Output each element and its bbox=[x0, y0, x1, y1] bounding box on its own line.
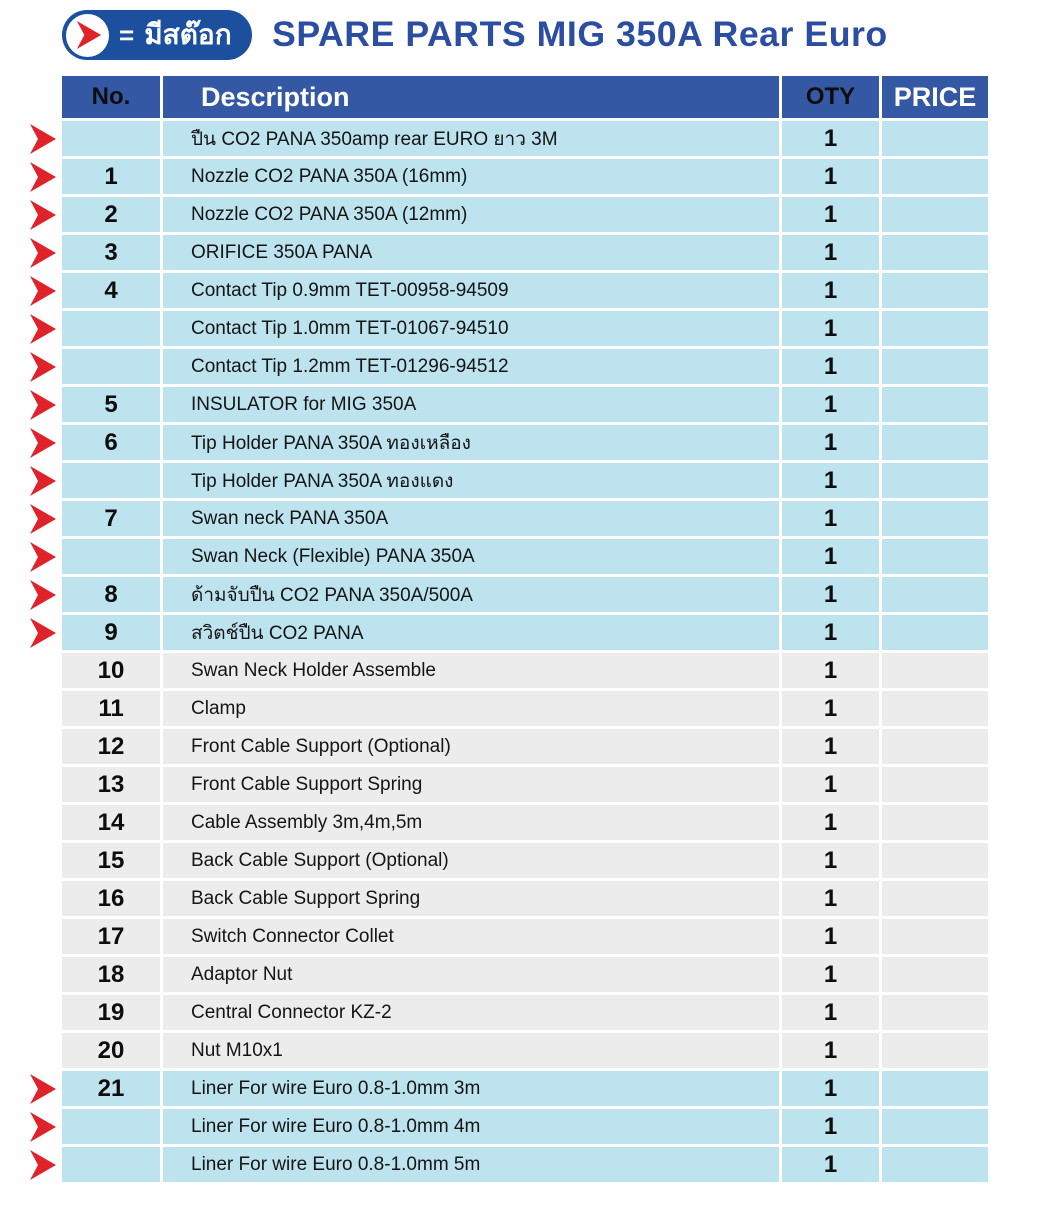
table-row bbox=[62, 843, 988, 878]
row-description: ด้ามจับปืน CO2 PANA 350A/500A bbox=[163, 577, 779, 612]
row-description: Tip Holder PANA 350A ทองเหลือง bbox=[163, 425, 779, 460]
row-number: 3 bbox=[62, 235, 160, 270]
row-number: 21 bbox=[62, 1071, 160, 1106]
row-qty: 1 bbox=[782, 425, 879, 460]
table-row bbox=[62, 425, 988, 460]
stock-arrow-icon bbox=[30, 1150, 56, 1180]
row-description: Tip Holder PANA 350A ทองแดง bbox=[163, 463, 779, 498]
row-price bbox=[882, 387, 988, 422]
table-header-row bbox=[62, 76, 988, 118]
table-row bbox=[62, 121, 988, 156]
row-number bbox=[62, 121, 160, 156]
row-description: Swan Neck Holder Assemble bbox=[163, 653, 779, 688]
row-qty: 1 bbox=[782, 1071, 879, 1106]
row-price bbox=[882, 577, 988, 612]
row-description: Contact Tip 0.9mm TET-00958-94509 bbox=[163, 273, 779, 308]
row-qty: 1 bbox=[782, 577, 879, 612]
row-number: 19 bbox=[62, 995, 160, 1030]
stock-arrow-icon bbox=[30, 314, 56, 344]
row-qty: 1 bbox=[782, 615, 879, 650]
row-description: Nozzle CO2 PANA 350A (16mm) bbox=[163, 159, 779, 194]
row-price bbox=[882, 995, 988, 1030]
row-price bbox=[882, 881, 988, 916]
row-price bbox=[882, 311, 988, 346]
row-price bbox=[882, 919, 988, 954]
stock-arrow-icon bbox=[30, 1112, 56, 1142]
row-price bbox=[882, 653, 988, 688]
row-qty: 1 bbox=[782, 501, 879, 536]
column-header-price: PRICE bbox=[882, 76, 988, 118]
table-row bbox=[62, 349, 988, 384]
page-header bbox=[62, 10, 888, 60]
row-price bbox=[882, 729, 988, 764]
legend-label: มีสต๊อก bbox=[144, 19, 232, 50]
page-title: SPARE PARTS MIG 350A Rear Euro bbox=[271, 15, 888, 54]
row-qty: 1 bbox=[782, 121, 879, 156]
row-price bbox=[882, 197, 988, 232]
row-qty: 1 bbox=[782, 349, 879, 384]
row-number: 13 bbox=[62, 767, 160, 802]
table-row bbox=[62, 729, 988, 764]
stock-arrow-icon bbox=[66, 14, 109, 57]
row-qty: 1 bbox=[782, 767, 879, 802]
parts-table bbox=[62, 76, 988, 1185]
row-price bbox=[882, 691, 988, 726]
row-description: Switch Connector Collet bbox=[163, 919, 779, 954]
row-description: Liner For wire Euro 0.8-1.0mm 3m bbox=[163, 1071, 779, 1106]
table-row bbox=[62, 995, 988, 1030]
row-price bbox=[882, 273, 988, 308]
stock-arrow-icon bbox=[30, 504, 56, 534]
row-description: Nozzle CO2 PANA 350A (12mm) bbox=[163, 197, 779, 232]
row-price bbox=[882, 159, 988, 194]
row-number: 4 bbox=[62, 273, 160, 308]
row-qty: 1 bbox=[782, 957, 879, 992]
row-qty: 1 bbox=[782, 159, 879, 194]
row-price bbox=[882, 805, 988, 840]
row-qty: 1 bbox=[782, 653, 879, 688]
row-number: 6 bbox=[62, 425, 160, 460]
row-description: Front Cable Support (Optional) bbox=[163, 729, 779, 764]
table-row bbox=[62, 273, 988, 308]
table-row bbox=[62, 1071, 988, 1106]
row-price bbox=[882, 463, 988, 498]
parts-table-body bbox=[62, 121, 988, 1182]
row-description: Liner For wire Euro 0.8-1.0mm 5m bbox=[163, 1147, 779, 1182]
row-qty: 1 bbox=[782, 197, 879, 232]
row-qty: 1 bbox=[782, 235, 879, 270]
row-description: Nut M10x1 bbox=[163, 1033, 779, 1068]
row-description: ปืน CO2 PANA 350amp rear EURO ยาว 3M bbox=[163, 121, 779, 156]
row-number bbox=[62, 1109, 160, 1144]
row-description: Contact Tip 1.0mm TET-01067-94510 bbox=[163, 311, 779, 346]
column-header-no: No. bbox=[62, 76, 160, 118]
row-number: 16 bbox=[62, 881, 160, 916]
stock-arrow-icon bbox=[30, 618, 56, 648]
table-row bbox=[62, 501, 988, 536]
table-row bbox=[62, 159, 988, 194]
row-qty: 1 bbox=[782, 919, 879, 954]
stock-arrow-icon bbox=[30, 352, 56, 382]
row-price bbox=[882, 121, 988, 156]
row-description: ORIFICE 350A PANA bbox=[163, 235, 779, 270]
row-qty: 1 bbox=[782, 273, 879, 308]
stock-arrow-icon bbox=[30, 276, 56, 306]
row-description: Central Connector KZ-2 bbox=[163, 995, 779, 1030]
stock-arrow-icon bbox=[30, 580, 56, 610]
table-row bbox=[62, 1109, 988, 1144]
row-price bbox=[882, 1147, 988, 1182]
stock-arrow-icon bbox=[30, 542, 56, 572]
row-number: 12 bbox=[62, 729, 160, 764]
row-description: Back Cable Support Spring bbox=[163, 881, 779, 916]
row-qty: 1 bbox=[782, 1033, 879, 1068]
row-price bbox=[882, 539, 988, 574]
row-number: 18 bbox=[62, 957, 160, 992]
row-qty: 1 bbox=[782, 539, 879, 574]
row-qty: 1 bbox=[782, 463, 879, 498]
column-header-qty: OTY bbox=[782, 76, 879, 118]
row-qty: 1 bbox=[782, 881, 879, 916]
row-qty: 1 bbox=[782, 1147, 879, 1182]
row-description: Front Cable Support Spring bbox=[163, 767, 779, 802]
row-number: 5 bbox=[62, 387, 160, 422]
table-row bbox=[62, 653, 988, 688]
row-qty: 1 bbox=[782, 387, 879, 422]
stock-arrow-icon bbox=[30, 200, 56, 230]
stock-arrow-icon bbox=[30, 162, 56, 192]
row-number bbox=[62, 463, 160, 498]
row-description: INSULATOR for MIG 350A bbox=[163, 387, 779, 422]
stock-arrow-icon bbox=[30, 238, 56, 268]
table-row bbox=[62, 197, 988, 232]
row-price bbox=[882, 235, 988, 270]
row-price bbox=[882, 1071, 988, 1106]
row-qty: 1 bbox=[782, 995, 879, 1030]
row-price bbox=[882, 1109, 988, 1144]
row-number bbox=[62, 349, 160, 384]
row-description: Back Cable Support (Optional) bbox=[163, 843, 779, 878]
row-number: 2 bbox=[62, 197, 160, 232]
row-price bbox=[882, 1033, 988, 1068]
stock-arrow-icon bbox=[30, 466, 56, 496]
row-description: Contact Tip 1.2mm TET-01296-94512 bbox=[163, 349, 779, 384]
row-number: 9 bbox=[62, 615, 160, 650]
stock-arrow-icon bbox=[30, 390, 56, 420]
stock-arrow-icon bbox=[30, 124, 56, 154]
row-description: Cable Assembly 3m,4m,5m bbox=[163, 805, 779, 840]
row-description: Liner For wire Euro 0.8-1.0mm 4m bbox=[163, 1109, 779, 1144]
row-number: 10 bbox=[62, 653, 160, 688]
row-number: 20 bbox=[62, 1033, 160, 1068]
row-price bbox=[882, 501, 988, 536]
row-qty: 1 bbox=[782, 1109, 879, 1144]
row-price bbox=[882, 767, 988, 802]
row-number: 7 bbox=[62, 501, 160, 536]
row-number: 15 bbox=[62, 843, 160, 878]
row-description: สวิตช์ปืน CO2 PANA bbox=[163, 615, 779, 650]
table-row bbox=[62, 957, 988, 992]
row-price bbox=[882, 957, 988, 992]
table-row bbox=[62, 463, 988, 498]
row-number: 14 bbox=[62, 805, 160, 840]
table-row bbox=[62, 615, 988, 650]
row-description: Swan neck PANA 350A bbox=[163, 501, 779, 536]
row-number bbox=[62, 1147, 160, 1182]
stock-arrow-icon bbox=[30, 1074, 56, 1104]
column-header-description: Description bbox=[163, 76, 779, 118]
legend-equals: = bbox=[119, 19, 135, 50]
table-row bbox=[62, 539, 988, 574]
row-number bbox=[62, 311, 160, 346]
stock-arrow-icon bbox=[30, 428, 56, 458]
row-qty: 1 bbox=[782, 691, 879, 726]
table-row bbox=[62, 767, 988, 802]
table-row bbox=[62, 577, 988, 612]
table-row bbox=[62, 1147, 988, 1182]
table-row bbox=[62, 311, 988, 346]
row-qty: 1 bbox=[782, 729, 879, 764]
row-price bbox=[882, 349, 988, 384]
table-row bbox=[62, 1033, 988, 1068]
row-description: Adaptor Nut bbox=[163, 957, 779, 992]
row-qty: 1 bbox=[782, 805, 879, 840]
table-row bbox=[62, 805, 988, 840]
row-qty: 1 bbox=[782, 311, 879, 346]
row-number: 8 bbox=[62, 577, 160, 612]
in-stock-legend bbox=[62, 10, 252, 60]
row-description: Clamp bbox=[163, 691, 779, 726]
table-row bbox=[62, 235, 988, 270]
table-row bbox=[62, 691, 988, 726]
row-description: Swan Neck (Flexible) PANA 350A bbox=[163, 539, 779, 574]
table-row bbox=[62, 881, 988, 916]
row-price bbox=[882, 615, 988, 650]
row-price bbox=[882, 843, 988, 878]
row-number bbox=[62, 539, 160, 574]
row-price bbox=[882, 425, 988, 460]
row-number: 17 bbox=[62, 919, 160, 954]
table-row bbox=[62, 919, 988, 954]
row-number: 11 bbox=[62, 691, 160, 726]
table-row bbox=[62, 387, 988, 422]
row-qty: 1 bbox=[782, 843, 879, 878]
row-number: 1 bbox=[62, 159, 160, 194]
